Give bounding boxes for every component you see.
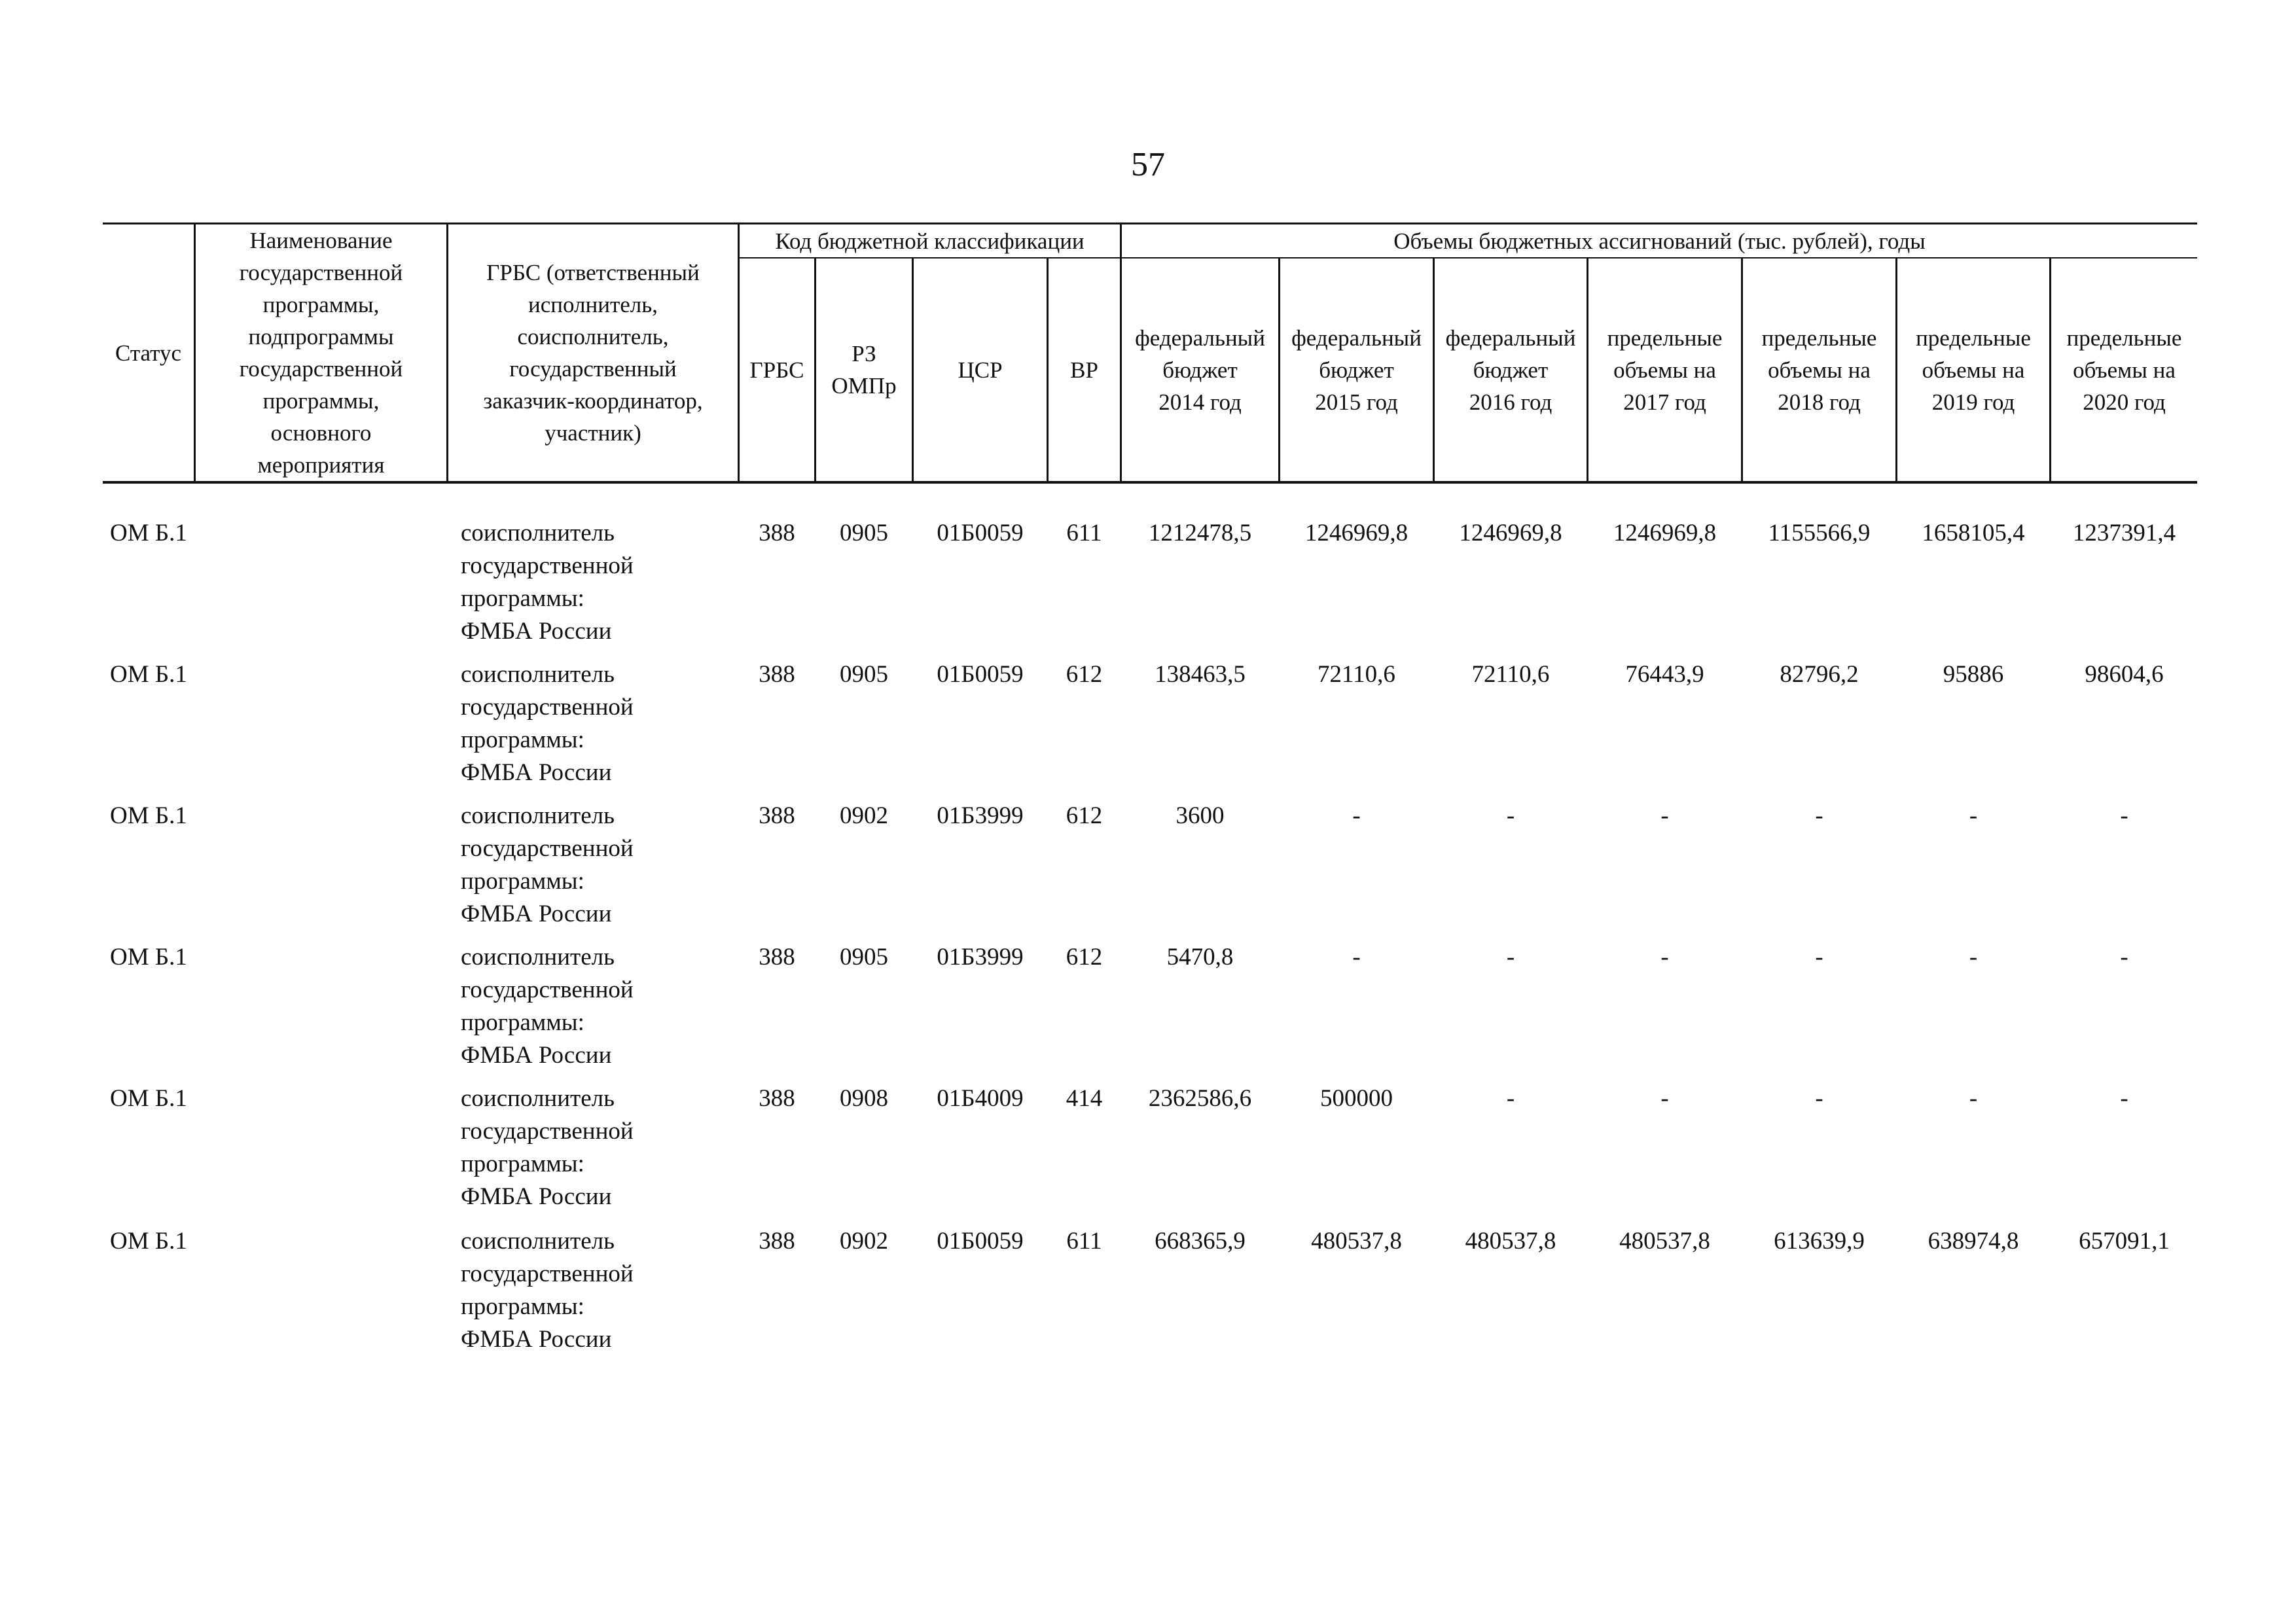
cell-value-year-2019: 1658105,4 [1922,520,2025,546]
header-budget-code-group: Код бюджетной классификации [775,228,1085,254]
cell-rz: 0902 [840,802,888,829]
cell-value-year-2020: - [2120,944,2128,971]
page-number: 57 [1131,146,1165,183]
cell-grbs: 388 [759,944,795,971]
header-csr: ЦСР [958,357,1003,383]
header-grbs-role: ГРБС (ответственный исполнитель, соисполнитель, государственный заказчик-координатор, участник) [483,260,703,446]
cell-csr: 01Б4009 [937,1085,1024,1112]
cell-value-year-2016: - [1506,1085,1515,1112]
cell-name: соисполнитель государственной программы: ФМБА России [461,802,634,927]
cell-value-year-2020: 98604,6 [2085,661,2164,688]
cell-value-year-2015: 72110,6 [1318,661,1395,688]
header-year-2018: предельные объемы на 2018 год [1761,325,1877,415]
cell-value-year-2018: 613639,9 [1774,1228,1865,1255]
header-vr: ВР [1070,357,1098,383]
cell-value-year-2017: - [1660,802,1669,829]
cell-status: ОМ Б.1 [110,802,187,829]
header-rz: РЗ ОМПр [831,341,897,399]
cell-status: ОМ Б.1 [110,1228,187,1255]
cell-grbs: 388 [759,802,795,829]
cell-name: соисполнитель государственной программы: ФМБА России [461,1085,634,1210]
header-year-2019: предельные объемы на 2019 год [1916,325,2031,415]
cell-value-year-2019: 95886 [1943,661,2004,688]
cell-csr: 01Б0059 [937,520,1024,546]
cell-vr: 612 [1066,802,1103,829]
cell-csr: 01Б3999 [937,802,1024,829]
cell-status: ОМ Б.1 [110,944,187,971]
cell-value-year-2015: 480537,8 [1311,1228,1402,1255]
cell-vr: 612 [1066,661,1103,688]
header-year-2014: федеральный бюджет 2014 год [1135,325,1265,415]
cell-value-year-2017: 480537,8 [1619,1228,1710,1255]
cell-value-year-2018: - [1815,802,1823,829]
cell-value-year-2019: 638974,8 [1928,1228,2019,1255]
cell-status: ОМ Б.1 [110,520,187,546]
cell-vr: 611 [1066,520,1102,546]
cell-value-year-2018: - [1815,1085,1823,1112]
cell-value-year-2014: 138463,5 [1155,661,1246,688]
cell-value-year-2019: - [1969,944,1978,971]
cell-value-year-2016: - [1506,944,1515,971]
cell-value-year-2018: 1155566,9 [1768,520,1871,546]
header-year-2017: предельные объемы на 2017 год [1607,325,1723,415]
cell-value-year-2015: 500000 [1320,1085,1393,1112]
header-year-2015: федеральный бюджет 2015 год [1291,325,1422,415]
cell-name: соисполнитель государственной программы: ФМБА России [461,1228,634,1353]
cell-rz: 0905 [840,520,888,546]
cell-value-year-2016: 480537,8 [1465,1228,1556,1255]
cell-value-year-2015: 1246969,8 [1304,520,1408,546]
cell-value-year-2020: - [2120,802,2128,829]
header-volumes-group: Объемы бюджетных ассигнований (тыс. рублей), годы [1393,228,1926,254]
cell-name: соисполнитель государственной программы: ФМБА России [461,661,634,786]
cell-value-year-2015: - [1352,802,1361,829]
cell-rz: 0908 [840,1085,888,1112]
cell-value-year-2018: - [1815,944,1823,971]
header-year-2016: федеральный бюджет 2016 год [1445,325,1576,415]
cell-csr: 01Б3999 [937,944,1024,971]
cell-value-year-2015: - [1352,944,1361,971]
cell-value-year-2016: 1246969,8 [1459,520,1562,546]
header-grbs: ГРБС [749,357,804,383]
cell-value-year-2014: 2362586,6 [1148,1085,1252,1112]
header-bottom-rule [103,481,2197,484]
cell-grbs: 388 [759,1085,795,1112]
cell-value-year-2014: 5470,8 [1166,944,1234,971]
cell-value-year-2017: 76443,9 [1625,661,1704,688]
cell-value-year-2014: 3600 [1175,802,1225,829]
cell-name: соисполнитель государственной программы: ФМБА России [461,944,634,1069]
cell-value-year-2019: - [1969,1085,1978,1112]
cell-rz: 0902 [840,1228,888,1255]
cell-value-year-2018: 82796,2 [1780,661,1859,688]
cell-grbs: 388 [759,661,795,688]
cell-value-year-2019: - [1969,802,1978,829]
cell-value-year-2020: 1237391,4 [2072,520,2176,546]
cell-csr: 01Б0059 [937,661,1024,688]
cell-value-year-2020: - [2120,1085,2128,1112]
header-program-name: Наименование государственной программы, подпрограммы государственной программы, основного мероприятия [239,228,403,478]
cell-csr: 01Б0059 [937,1228,1024,1255]
cell-status: ОМ Б.1 [110,1085,187,1112]
cell-name: соисполнитель государственной программы: ФМБА России [461,520,634,645]
cell-value-year-2020: 657091,1 [2079,1228,2170,1255]
cell-value-year-2016: 72110,6 [1471,661,1550,688]
header-year-2020: предельные объемы на 2020 год [2066,325,2182,415]
cell-value-year-2016: - [1506,802,1515,829]
cell-vr: 414 [1066,1085,1103,1112]
cell-rz: 0905 [840,661,888,688]
cell-value-year-2014: 668365,9 [1155,1228,1246,1255]
cell-vr: 612 [1066,944,1103,971]
cell-vr: 611 [1066,1228,1102,1255]
cell-value-year-2017: - [1660,1085,1669,1112]
cell-value-year-2014: 1212478,5 [1148,520,1252,546]
cell-value-year-2017: 1246969,8 [1613,520,1717,546]
cell-rz: 0905 [840,944,888,971]
cell-grbs: 388 [759,520,795,546]
cell-grbs: 388 [759,1228,795,1255]
header-status: Статус [115,340,182,366]
cell-status: ОМ Б.1 [110,661,187,688]
cell-value-year-2017: - [1660,944,1669,971]
